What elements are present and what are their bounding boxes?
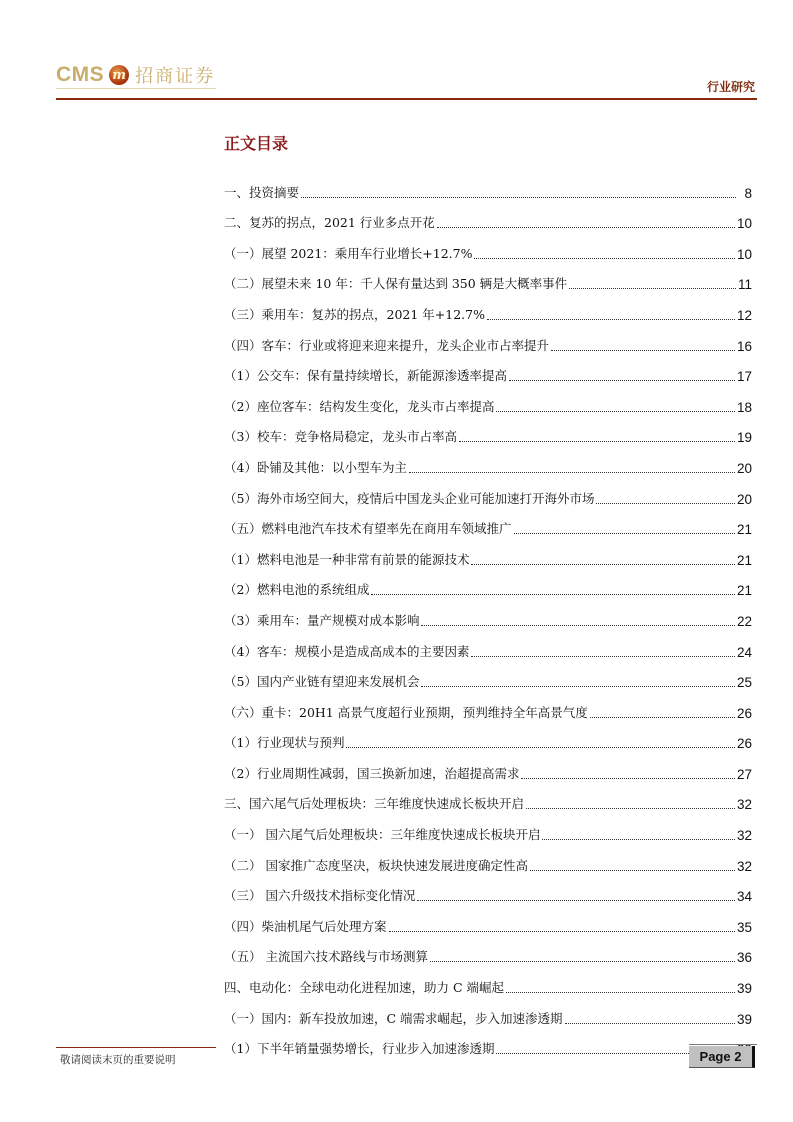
toc-title: 正文目录	[224, 134, 289, 153]
toc-entry-page: 36	[736, 950, 752, 966]
toc-entry[interactable]	[224, 660, 752, 691]
toc-entry-label: （四）柴油机尾气后处理方案	[224, 918, 387, 934]
toc-entry-label: 二、复苏的拐点，2021 行业多点开花	[224, 215, 435, 231]
toc-entry-label: （1）燃料电池是一种非常有前景的能源技术	[224, 551, 470, 567]
toc-entry[interactable]	[224, 996, 752, 1027]
toc-entry[interactable]	[224, 751, 752, 782]
toc-entry[interactable]	[224, 170, 752, 201]
toc-leader-dots	[596, 502, 735, 504]
toc-entry-page: 17	[736, 369, 752, 385]
toc-entry-label: （三） 国六升级技术指标变化情况	[224, 888, 416, 904]
toc-leader-dots	[421, 624, 735, 626]
toc-entry-label: （2）行业周期性减弱，国三换新加速，治超提高需求	[224, 765, 520, 781]
toc-entry-page: 26	[736, 736, 752, 752]
toc-leader-dots	[417, 899, 734, 901]
toc-leader-dots	[471, 655, 735, 657]
toc-entry[interactable]	[224, 201, 752, 232]
toc-leader-dots	[346, 746, 735, 748]
page-badge-border	[689, 1044, 757, 1045]
toc-leader-dots	[590, 716, 735, 718]
toc-entry[interactable]	[224, 415, 752, 446]
toc-entry-label: （2）燃料电池的系统组成	[224, 582, 370, 598]
toc-entry-page: 20	[736, 460, 752, 476]
toc-leader-dots	[506, 991, 735, 993]
toc-entry-label: （3）乘用车：量产规模对成本影响	[224, 612, 420, 628]
toc-entry-label: （4）客车：规模小是造成高成本的主要因素	[224, 643, 470, 659]
toc-entry[interactable]	[224, 782, 752, 813]
toc-entry-label: （三）乘用车：复苏的拐点，2021 年+12.7%	[224, 306, 485, 322]
toc-entry[interactable]	[224, 721, 752, 752]
toc-leader-dots	[430, 960, 735, 962]
toc-leader-dots	[569, 287, 736, 289]
toc-entry[interactable]	[224, 874, 752, 905]
toc-entry-page: 10	[736, 216, 752, 232]
toc-leader-dots	[459, 440, 735, 442]
toc-leader-dots	[514, 532, 735, 534]
toc-entry-page: 8	[744, 185, 752, 201]
toc-entry-label: 一、投资摘要	[224, 184, 300, 200]
company-logo	[56, 60, 215, 90]
logo-latin-text: CMS	[56, 63, 105, 86]
toc-entry-page: 32	[736, 858, 752, 874]
footer-disclaimer-note: 敬请阅读末页的重要说明	[60, 1054, 176, 1066]
toc-entry-page: 39	[736, 981, 752, 997]
toc-entry[interactable]	[224, 904, 752, 935]
toc-entry-label: （五） 主流国六技术路线与市场测算	[224, 949, 428, 965]
toc-leader-dots	[565, 1022, 735, 1024]
toc-entry[interactable]	[224, 384, 752, 415]
toc-leader-dots	[437, 226, 735, 228]
toc-entry-page: 20	[736, 491, 752, 507]
toc-leader-dots	[409, 471, 735, 473]
toc-leader-dots	[471, 563, 735, 565]
toc-entry-page: 11	[737, 277, 752, 293]
toc-entry-page: 21	[736, 583, 752, 599]
header-divider	[56, 98, 757, 100]
toc-entry-label: （六）重卡：20H1 高景气度超行业预期，预判维持全年高景气度	[224, 704, 588, 720]
toc-entry-label: （3）校车：竞争格局稳定，龙头市占率高	[224, 429, 457, 445]
toc-entry-page: 39	[736, 1011, 752, 1027]
toc-entry-label: （一）展望 2021：乘用车行业增长+12.7%	[224, 245, 473, 261]
toc-entry-page: 26	[736, 705, 752, 721]
toc-entry-label: 四、电动化：全球电动化进程加速，助力 C 端崛起	[224, 980, 505, 996]
toc-entry-label: （四）客车：行业或将迎来迎来提升，龙头企业市占率提升	[224, 337, 550, 353]
toc-entry[interactable]	[224, 843, 752, 874]
toc-entry[interactable]	[224, 292, 752, 323]
toc-leader-dots	[551, 349, 735, 351]
toc-entry-page: 35	[736, 919, 752, 935]
logo-chinese-text: 招商证券	[135, 66, 216, 87]
toc-leader-dots	[371, 593, 735, 595]
toc-entry-page: 27	[736, 766, 752, 782]
toc-entry[interactable]	[224, 537, 752, 568]
toc-leader-dots	[496, 410, 735, 412]
toc-entry-label: （4）卧铺及其他：以小型车为主	[224, 459, 407, 475]
toc-leader-dots	[301, 196, 736, 198]
page-number-badge: Page 2	[689, 1046, 755, 1068]
toc-entry-page: 25	[736, 675, 752, 691]
toc-entry-label: （五）燃料电池汽车技术有望率先在商用车领域推广	[224, 521, 512, 537]
toc-entry[interactable]	[224, 965, 752, 996]
logo-underline	[56, 88, 216, 89]
toc-entry[interactable]	[224, 354, 752, 385]
toc-entry[interactable]	[224, 690, 752, 721]
toc-entry-page: 34	[736, 889, 752, 905]
toc-leader-dots	[421, 685, 735, 687]
toc-entry-page: 16	[736, 338, 752, 354]
toc-leader-dots	[509, 379, 735, 381]
toc-entry[interactable]	[224, 1027, 752, 1058]
toc-leader-dots	[389, 930, 735, 932]
toc-leader-dots	[542, 838, 734, 840]
toc-leader-dots	[521, 777, 735, 779]
toc-entry-label: （2）座位客车：结构发生变化，龙头市占率提高	[224, 398, 495, 414]
toc-entry-label: （二） 国家推广态度坚决，板块快速发展进度确定性高	[224, 857, 528, 873]
toc-entry-page: 19	[736, 430, 752, 446]
toc-entry[interactable]	[224, 323, 752, 354]
toc-entry[interactable]	[224, 629, 752, 660]
toc-entry-page: 32	[736, 828, 752, 844]
toc-leader-dots	[487, 318, 735, 320]
toc-entry[interactable]	[224, 568, 752, 599]
toc-leader-dots	[526, 807, 735, 809]
toc-entry[interactable]	[224, 476, 752, 507]
toc-entry-page: 12	[736, 307, 752, 323]
toc-entry-page: 10	[736, 246, 752, 262]
toc-entry-page: 22	[736, 613, 752, 629]
toc-entry-label: （1）行业现状与预判	[224, 735, 345, 751]
footer-divider	[56, 1047, 216, 1048]
toc-entry[interactable]	[224, 812, 752, 843]
section-tag: 行业研究	[706, 80, 755, 94]
toc-entry-page: 24	[736, 644, 752, 660]
toc-entry-page: 18	[736, 399, 752, 415]
toc-entry-label: （1）下半年销量强势增长，行业步入加速渗透期	[224, 1041, 495, 1057]
toc-entry-label: （一）国内：新车投放加速，C 端需求崛起，步入加速渗透期	[224, 1010, 563, 1026]
toc-entry-label: （5）国内产业链有望迎来发展机会	[224, 674, 420, 690]
toc-entry[interactable]	[224, 262, 752, 293]
toc-entry[interactable]	[224, 507, 752, 538]
toc-entry[interactable]	[224, 935, 752, 966]
toc-entry-label: （二）展望未来 10 年：千人保有量达到 350 辆是大概率事件	[224, 276, 568, 292]
toc-entry-page: 21	[736, 552, 752, 568]
toc-entry-page: 32	[736, 797, 752, 813]
toc-entry[interactable]	[224, 231, 752, 262]
toc-entry-page: 21	[736, 522, 752, 538]
table-of-contents	[224, 170, 752, 1057]
toc-leader-dots	[474, 257, 735, 259]
toc-entry[interactable]	[224, 598, 752, 629]
toc-leader-dots	[530, 869, 735, 871]
toc-entry[interactable]	[224, 445, 752, 476]
logo-emblem-icon: m	[109, 65, 129, 85]
toc-entry-label: 三、国六尾气后处理板块：三年维度快速成长板块开启	[224, 796, 525, 812]
toc-entry-label: （5）海外市场空间大，疫情后中国龙头企业可能加速打开海外市场	[224, 490, 595, 506]
toc-entry-label: （一） 国六尾气后处理板块：三年维度快速成长板块开启	[224, 827, 541, 843]
toc-entry-label: （1）公交车：保有量持续增长，新能源渗透率提高	[224, 368, 507, 384]
